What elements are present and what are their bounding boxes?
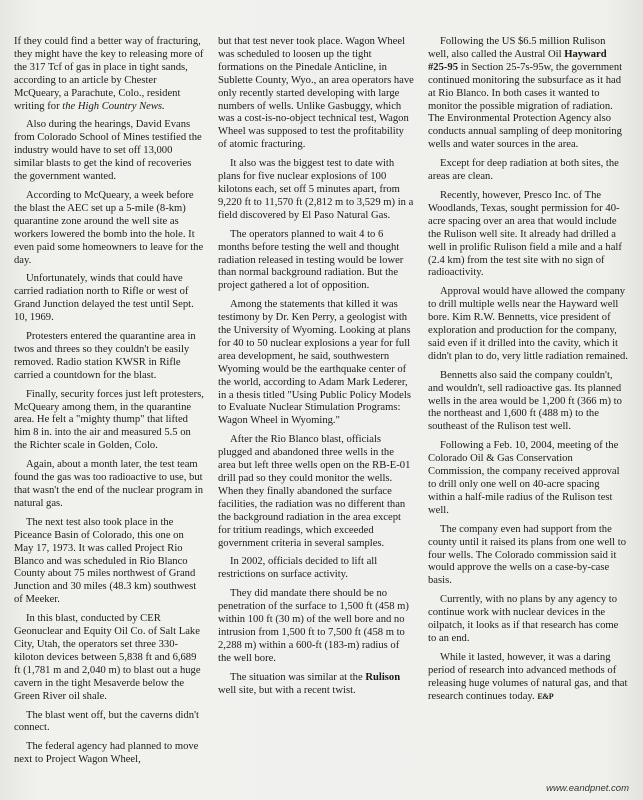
paragraph: The next test also took place in the Piceance Basin of Colorado, this one on May 17, 1973. It was called Project Rio Blanco and was scheduled in Rio Blanco County about 75 miles northwest of Grand Junction and 30 miles (48.3 km) southwest of Meeker. <box>14 516 197 606</box>
paragraph: In 2002, officials decided to lift all restrictions on surface activity. <box>218 556 378 581</box>
paragraph: Following a Feb. 10, 2004, meeting of the Colorado Oil & Gas Conservation Commission, the company received approval to drill only one well on 40-acre spacing within a half-mile radius of the Rulison test well. <box>428 440 620 516</box>
paragraph: Currently, with no plans by any agency to continue work with nuclear devices in the oilpatch, it looks as if that research has come to an end. <box>428 594 619 644</box>
footer-url: www.eandpnet.com <box>546 783 629 794</box>
end-mark: E&P <box>537 691 554 701</box>
paragraph: but that test never took place. Wagon Wheel was scheduled to loosen up the tight formations on the Pinedale Anticline, in Sublette County, Wyo., an area operators have only recently started developing with large numbers of wells. Unlike Gasbuggy, which was a cost-is-no-object technical test, Wagon Wheel was supposed to test the profitability of atomic fracturing. <box>218 36 414 151</box>
paragraph: Recently, however, Presco Inc. of The Woodlands, Texas, sought permission for 40-acre spacing over an area that would include the Rulison well site. It already had drilled a well in prolific Rulison field a mile and a half (2.4 km) from the test site with no sign of radioactivity. <box>428 189 622 279</box>
paragraph: After the Rio Blanco blast, officials plugged and abandoned three wells in the area but left three wells open on the RB-E-01 drill pad so they could monitor the wells. When they finally abandoned the surface facilities, the radiation was no different than the background radiation in the area except for tritium readings, which exceeded government criteria in several samples. <box>218 434 411 549</box>
paragraph: Again, about a month later, the test team found the gas was too radioactive to use, but that wasn't the end of the nuclear program in natural gas. <box>14 459 204 509</box>
paragraph: Approval would have allowed the company to drill multiple wells near the Hayward well bore. Kim R.W. Bennetts, vice president of exploration and production for the company, said even if it drilled into the cavity, which it didn't plan to do, very little radiation remained. <box>428 286 628 362</box>
paragraph: The operators planned to wait 4 to 6 months before testing the well and thought radiation released in testing would be lower than normal background radiation. But the project gathered a lot of opposition. <box>218 228 404 292</box>
paragraph: Except for deep radiation at both sites, the areas are clean. <box>428 158 619 183</box>
paragraph: It also was the biggest test to date with plans for five nuclear explosions of 100 kilotons each, set off 5 minutes apart, from 9,220 ft to 11,570 ft (2,812 m to 3,529 m) in a field discovered by El Paso Natural Gas. <box>218 158 414 221</box>
paragraph: While it lasted, however, it was a daring period of research into advanced methods of releasing huge volumes of natural gas, and that research continues today. E&P <box>428 651 628 702</box>
text-column-2 <box>218 36 414 704</box>
paragraph: The company even had support from the county until it raised its plans from one well to four wells. The Colorado commission said it would approve the wells on a case-by-case basis. <box>428 523 627 587</box>
paragraph: They did mandate there should be no penetration of the surface to 1,500 ft (458 m) within 100 ft (30 m) of the well bore and no intrusion from 1,500 ft to 7,500 ft (458 m to 2,288 m) within a 600-ft (183-m) radius of the well bore. <box>218 588 409 664</box>
paragraph: Also during the hearings, David Evans from Colorado School of Mines testified the industry would have to set off 13,000 similar blasts to get the kind of recoveries the government wanted. <box>14 119 202 183</box>
text-column-3 <box>428 36 628 710</box>
paragraph: Protesters entered the quarantine area in twos and threes so they couldn't be easily removed. Radio station KWSR in Rifle carried a countdown for the blast. <box>14 331 196 381</box>
text-column-1 <box>14 36 204 773</box>
paragraph: Among the statements that killed it was testimony by Dr. Ken Perry, a geologist with the University of Wyoming. Looking at plans for 40 to 50 nuclear explosions a year for full area development, he said, southwestern Wyoming would be the earthquake center of the world, according to Adam Mark Lederer, in a thesis titled "Using Public Policy Models to Evaluate Nuclear Stimulation Programs: Wagon Wheel in Wyoming." <box>218 299 411 427</box>
publication-name: the High Country News. <box>62 100 165 112</box>
paragraph: Finally, security forces just left protesters, McQueary among them, in the quarantine area. He felt a "mighty thump" that lifted him 8 in. into the air and measured 5.5 on the Richter scale in Golden, Colo. <box>14 388 204 452</box>
paragraph: Following the US $6.5 million Rulison well, also called the Austral Oil Hayward #25-95 in Section 25-7s-95w, the government continued monitoring the subsurface as it had at Rio Blanco. In both cases it wanted to monitor the possible migration of radiation. The Environmental Protection Agency also conducts annual sampling of deep monitoring wells and water sources in the area. <box>428 36 623 151</box>
paragraph: Bennetts also said the company couldn't, and wouldn't, sell radioactive gas. Its planned wells in the area would be 1,200 ft (366 m) to the northeast and 1,600 ft (488 m) to the southeast of the Rulison test well. <box>428 369 622 433</box>
well-name: Rulison <box>365 671 401 683</box>
paragraph: If they could find a better way of fracturing, they might have the key to releasing more of the 317 Tcf of gas in place in tight sands, according to an article by Chester McQueary, a Parachute, Colo., resident writing for the High Country News. <box>14 36 204 112</box>
paragraph: According to McQueary, a week before the blast the AEC set up a 5-mile (8-km) quarantine zone around the well site as workers lowered the bomb into the hole. It even paid some homeowners to leave for the day. <box>14 189 204 266</box>
paragraph: In this blast, conducted by CER Geonuclear and Equity Oil Co. of Salt Lake City, Utah, the operators set three 330-kiloton devices between 5,838 ft and 6,689 ft (1,781 m and 2,040 m) to blast out a huge cavern in the tight Mesaverde below the Green River oil shale. <box>14 613 201 702</box>
paragraph: The federal agency had planned to move next to Project Wagon Wheel, <box>14 741 199 766</box>
paragraph: The situation was similar at the Rulison well site, but with a recent twist. <box>218 671 401 696</box>
paragraph: Unfortunately, winds that could have carried radiation north to Rifle or west of Grand Junction delayed the test until Sept. 10, 1969. <box>14 273 194 324</box>
paragraph: The blast went off, but the caverns didn't connect. <box>14 709 199 734</box>
well-name: Hayward #25-95 <box>428 48 607 73</box>
